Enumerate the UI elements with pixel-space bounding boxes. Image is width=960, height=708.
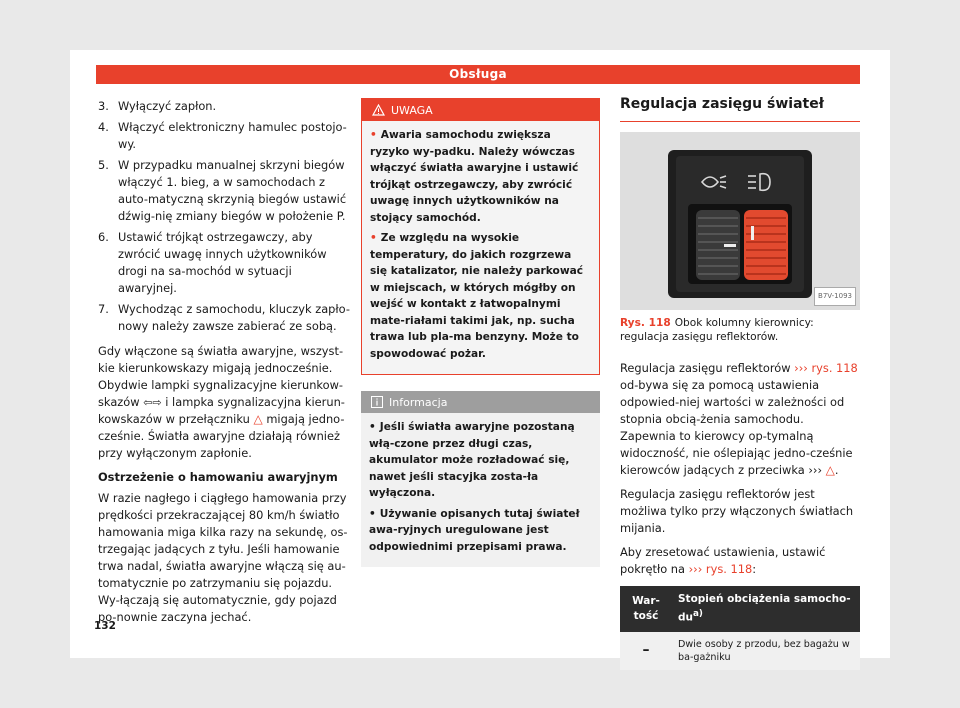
- list-item: 4. Włączyć elektroniczny hamulec postojo-wy.: [98, 120, 347, 151]
- headlight-range-figure: [620, 132, 860, 310]
- chapter-header: Obsługa: [96, 65, 860, 84]
- column-left: [98, 98, 350, 633]
- figure-link[interactable]: ››› rys. 118: [688, 562, 753, 576]
- list-item: • Jeśli światła awaryjne pozostaną włą-czone przez długi czas, akumulator może rozładować się, nawet jeśli stacyjka zosta-ła wyłączona.: [369, 421, 575, 499]
- section-title: Regulacja zasięgu świateł: [620, 96, 860, 122]
- warning-triangle-icon: [372, 104, 385, 116]
- warning-box: [361, 98, 600, 375]
- column-middle: [361, 98, 600, 567]
- column-right: [620, 96, 860, 670]
- emergency-braking-paragraph: W razie nagłego i ciągłego hamowania przy prędkości przekraczającej 80 km/h światło hamowania miga kilka razy na sekundę, os-trzegając jadących z tyłu. Jeśli hamowanie trwa nadal, światła awaryjne włączą się au-tomatycznie po zatrzymaniu się pojazdu. Wy-łączają się automatycznie, gdy pojazd po-nownie zaczyna jechać.: [98, 491, 348, 624]
- table-cell-value: –: [620, 632, 672, 670]
- hazard-triangle-icon: △: [253, 412, 263, 426]
- info-icon: [371, 396, 383, 408]
- reset-paragraph: Aby zresetować ustawienia, ustawić pokrętło na ››› rys. 118:: [620, 545, 826, 576]
- turn-signal-arrows-icon: ⇦⇨: [143, 396, 162, 409]
- info-box: [361, 391, 600, 567]
- page-number: 132: [94, 620, 116, 632]
- list-item: • Ze względu na wysokie temperatury, do jakich rozgrzewa się katalizator, nie należy parkować w miejscach, w których mógłby on wejść w kontakt z łatwopalnymi mate-riałami takimi jak, np. sucha trawa lub pla-ma benzyny. Może to spowodować pożar.: [370, 232, 584, 360]
- table-header-row: [620, 586, 860, 632]
- list-item: 3. Wyłączyć zapłon.: [98, 99, 217, 113]
- load-table: [620, 586, 860, 670]
- headlight-control-illustration: [620, 132, 860, 310]
- dipped-beam-paragraph: Regulacja zasięgu reflektorów jest możliwa tylko przy włączonych światłach mijania.: [620, 487, 854, 535]
- list-item: 7. Wychodząc z samochodu, kluczyk zapło-nowy należy zawsze zabierać ze sobą.: [98, 302, 350, 333]
- figure-caption: Rys. 118 Obok kolumny kierownicy: regulacja zasięgu reflektorów.: [620, 317, 814, 343]
- info-body: [361, 413, 600, 567]
- hazard-lights-paragraph: Gdy włączone są światła awaryjne, wszyst-kie kierunkowskazy migają jednocześnie. Obydwie lampki sygnalizacyjne kierunkow-skazów ⇦⇨ i lampka sygnalizacyjna kierun-kowskazów w przełączniku △ migają jedno-cześnie. Światła awaryjne działają również przy wyłączonym zapłonie.: [98, 344, 345, 460]
- list-item: • Awaria samochodu zwiększa ryzyko wy-padku. Należy wówczas włączyć światła awaryjne i ustawić trójkąt ostrzegawczy, aby zwrócić uwagę innych użytkowników na stojący samochód.: [370, 129, 579, 224]
- table-header-load: Stopień obciążenia samocho-$du^{a)}$: [672, 586, 860, 632]
- warning-header: UWAGA: [362, 99, 599, 121]
- table-cell-load: Dwie osoby z przodu, bez bagażu w ba-gażniku: [672, 632, 860, 670]
- list-item: 5. W przypadku manualnej skrzyni biegów włączyć 1. bieg, a w samochodach z auto-matyczną skrzynią biegów ustawić dźwig-nię zmiany biegów w położenie P.: [98, 158, 347, 223]
- info-header: Informacja: [361, 391, 600, 413]
- list-item: • Używanie opisanych tutaj świateł awa-ryjnych uregulowane jest odpowiednimi przepisami prawa.: [369, 507, 580, 553]
- emergency-braking-heading: Ostrzeżenie o hamowaniu awaryjnym: [98, 470, 338, 484]
- warning-triangle-icon: △: [825, 463, 835, 477]
- table-header-value: War-tość: [620, 586, 672, 632]
- list-item: 6. Ustawić trójkąt ostrzegawczy, aby zwrócić uwagę innych użytkowników drogi na sa-mochód w sytuacji awaryjnej.: [98, 230, 327, 295]
- figure-link[interactable]: ››› rys. 118: [794, 361, 858, 375]
- steps-list: [98, 98, 350, 335]
- range-paragraph: Regulacja zasięgu reflektorów ››› rys. 118 od-bywa się za pomocą ustawienia odpowied-niej wartości w zależności od stopnia obcią-żenia samochodu. Zapewnia to kierowcy op-tymalną widoczność, nie oślepiając jedno-cześnie kierowców jadących z przeciwka ››› △.: [620, 361, 858, 477]
- warning-body: [362, 121, 599, 374]
- table-row: [620, 632, 860, 670]
- figure-code: B7V-1093: [814, 287, 856, 306]
